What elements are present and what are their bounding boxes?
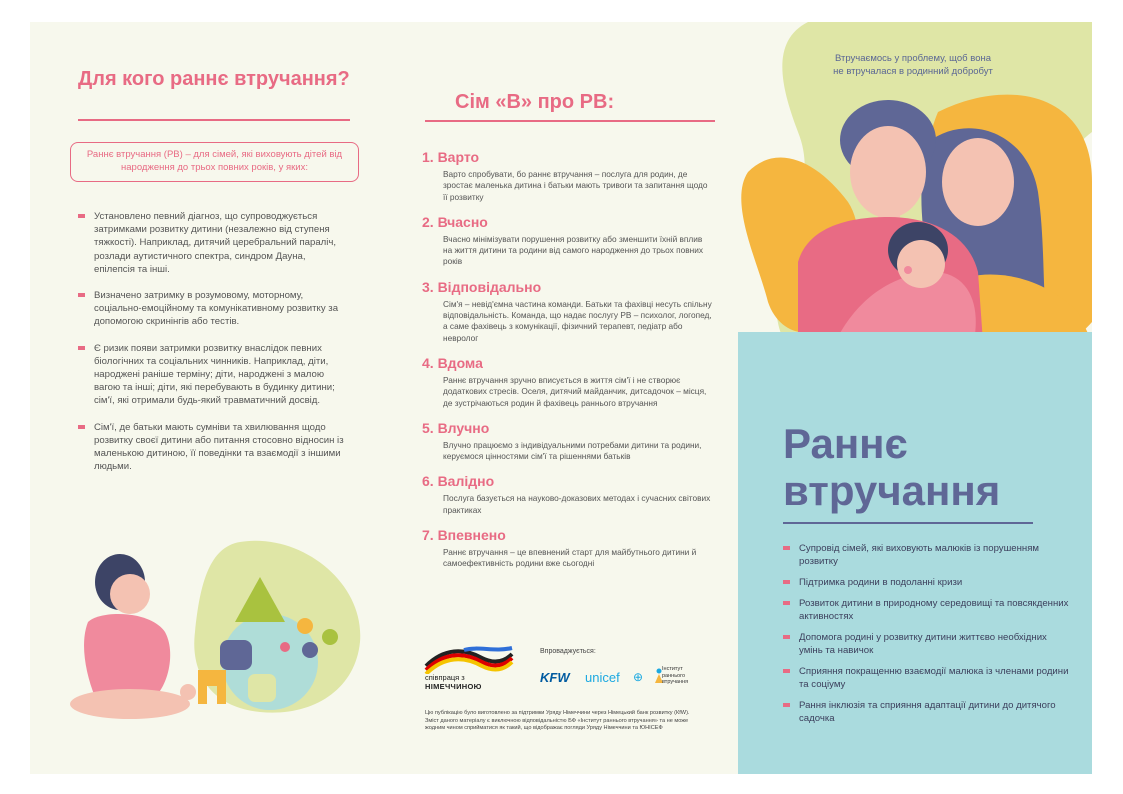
cover-title: [783, 420, 1083, 514]
left-bullet-list: [78, 210, 348, 486]
institute-line2: раннього: [662, 672, 686, 679]
tagline-line1: Втручаємось у проблему, щоб вона: [834, 53, 992, 64]
item-description: Раннє втручання зручно вписується в життя сім'ї і не створює додаткових стресів. Оселя, дитячий майданчик, дитсадочок – місця, де зустрічаються родин й фахівець раннього втручання: [443, 374, 707, 408]
middle-panel: [410, 22, 740, 774]
item-title: 5. Влучно: [422, 419, 490, 436]
cover-title-line2: втручання: [783, 467, 1001, 514]
item-description: Варто спробувати, бо раннє втручання – послуга для родин, де зростає маленька дитина і батьки мають тривоги та запитання щодо її розвитку: [443, 169, 708, 202]
partner-logos: [420, 640, 720, 700]
item-description: Раннє втручання – це впевнений старт для майбутнього дитини й самоефективність родини вже сьогодні: [443, 547, 697, 569]
left-panel: [30, 22, 380, 774]
middle-title: Сім «В» про РВ:: [455, 91, 615, 113]
item-title: 3. Відповідально: [422, 278, 542, 295]
cover-title-line1: Раннє: [783, 420, 908, 467]
item-title: 1. Варто: [422, 149, 480, 165]
list-item: Визначено затримку в розумовому, моторному, соціально-емоційному та комунікативному розвитку за допомогою скринінгів або тестів.: [78, 289, 348, 329]
tagline-line2: не втручалася в родинний добробут: [833, 66, 993, 77]
institute-logo-text: [662, 666, 688, 686]
unicef-globe-icon: ⊕: [633, 670, 644, 684]
unicef-logo: unicef: [585, 670, 620, 685]
list-item: [422, 213, 712, 268]
list-item: [422, 472, 712, 516]
item-title: 7. Впевнено: [422, 527, 506, 544]
cover-title-rule: [783, 522, 1033, 524]
left-title-rule: [78, 119, 350, 121]
list-item: [422, 354, 712, 409]
list-item: Сім'ї, де батьки мають сумніви та хвилювання щодо розвитку своєї дитини або питання стосовно відносин із маленькою дитиною, її поведінки та взаємодії з іншими людьми.: [78, 421, 348, 474]
list-item: [422, 419, 712, 463]
german-cooperation-line2: НІМЕЧЧИНОЮ: [425, 681, 482, 691]
item-title: 4. Вдома: [422, 354, 483, 371]
disclaimer: Цю публікацію було виготовлено за підтримки Уряду Німеччини через Німецький банк розвитку (КfW). Зміст даного матеріалу є виключною відповідальністю БФ «Інститут раннього втручання» та не може жодним чином сприйматися як такий, що відображає погляди Уряду Німеччини та ЮНІСЕФ: [425, 710, 690, 731]
list-item: Супровід сімей, які виховують малюків із порушенням розвитку: [783, 542, 1073, 568]
left-title: Для кого раннє втручання?: [78, 68, 350, 90]
brochure-sheet: [30, 22, 1092, 774]
list-item: [422, 148, 712, 203]
list-item: Допомога родині у розвитку дитини життєво необхідних умінь та навичок: [783, 631, 1073, 657]
german-cooperation-line1: співпраця з: [425, 673, 465, 682]
list-item: Рання інклюзія та сприяння адаптації дитини до дитячого садочка: [783, 699, 1073, 725]
list-item: [422, 526, 712, 570]
item-description: Сім'я – невід'ємна частина команди. Батьки та фахівці несуть спільну відповідальність. Команда, що надає послугу РВ – психолог, логопед, а саме фахівець з комунікації, фізичний терапевт, педіатр або невролог: [443, 298, 712, 343]
item-title: 2. Вчасно: [422, 213, 488, 230]
middle-title-rule: [425, 120, 715, 122]
list-item: Сприяння покращенню взаємодії малюка із членами родини та соціуму: [783, 665, 1073, 691]
intro-box: Раннє втручання (РВ) – для сімей, які виховують дітей від народження до трьох повних років, у яких:: [70, 142, 359, 182]
implemented-by-label: Впроваджується:: [540, 648, 596, 655]
item-description: Влучно працюємо з індивідуальними потребами дитини та родини, керуємося цінностями сім'ї та рішеннями батьків: [443, 439, 702, 462]
germany-ukraine-flag-icon: [424, 644, 514, 674]
right-bullet-list: [783, 542, 1073, 733]
child-playing-illustration: [70, 522, 370, 722]
institute-line1: Інститут: [662, 666, 683, 672]
item-description: Вчасно мінімізувати порушення розвитку або зменшити їхній вплив на життя дитини та родини від самого народження до трьох повних років: [443, 233, 703, 267]
seven-v-list: [422, 148, 712, 580]
right-panel: [738, 22, 1092, 774]
institute-line3: втручання: [662, 679, 689, 685]
list-item: Підтримка родини в подоланні кризи: [783, 576, 1073, 589]
item-title: 6. Валідно: [422, 473, 495, 490]
list-item: Розвиток дитини в природному середовищі та повсякденних активностях: [783, 597, 1073, 623]
tagline: [808, 52, 1018, 78]
kfw-logo: KFW: [540, 670, 570, 685]
german-cooperation-logo: [425, 674, 482, 691]
item-description: Послуга базується на науково-доказових методах і сучасних світових практиках: [443, 493, 711, 515]
list-item: [422, 278, 712, 344]
list-item: Є ризик появи затримки розвитку внаслідок певних біологічних та соціальних чинників. Наприклад, діти, народжені раніше терміну; діти, народжені з малою вагою та інші; діти, які перебувають в будинку дитини; сім'ї, які отримали будь-який травматичний досвід.: [78, 342, 348, 408]
list-item: Установлено певний діагноз, що супроводжується затримками розвитку дитини (незалежно від ступеня тяжкості). Наприклад, дитячий церебральний параліч, розлади аутистичного спектра, синдром Дауна, епілепсія та інші.: [78, 210, 348, 276]
